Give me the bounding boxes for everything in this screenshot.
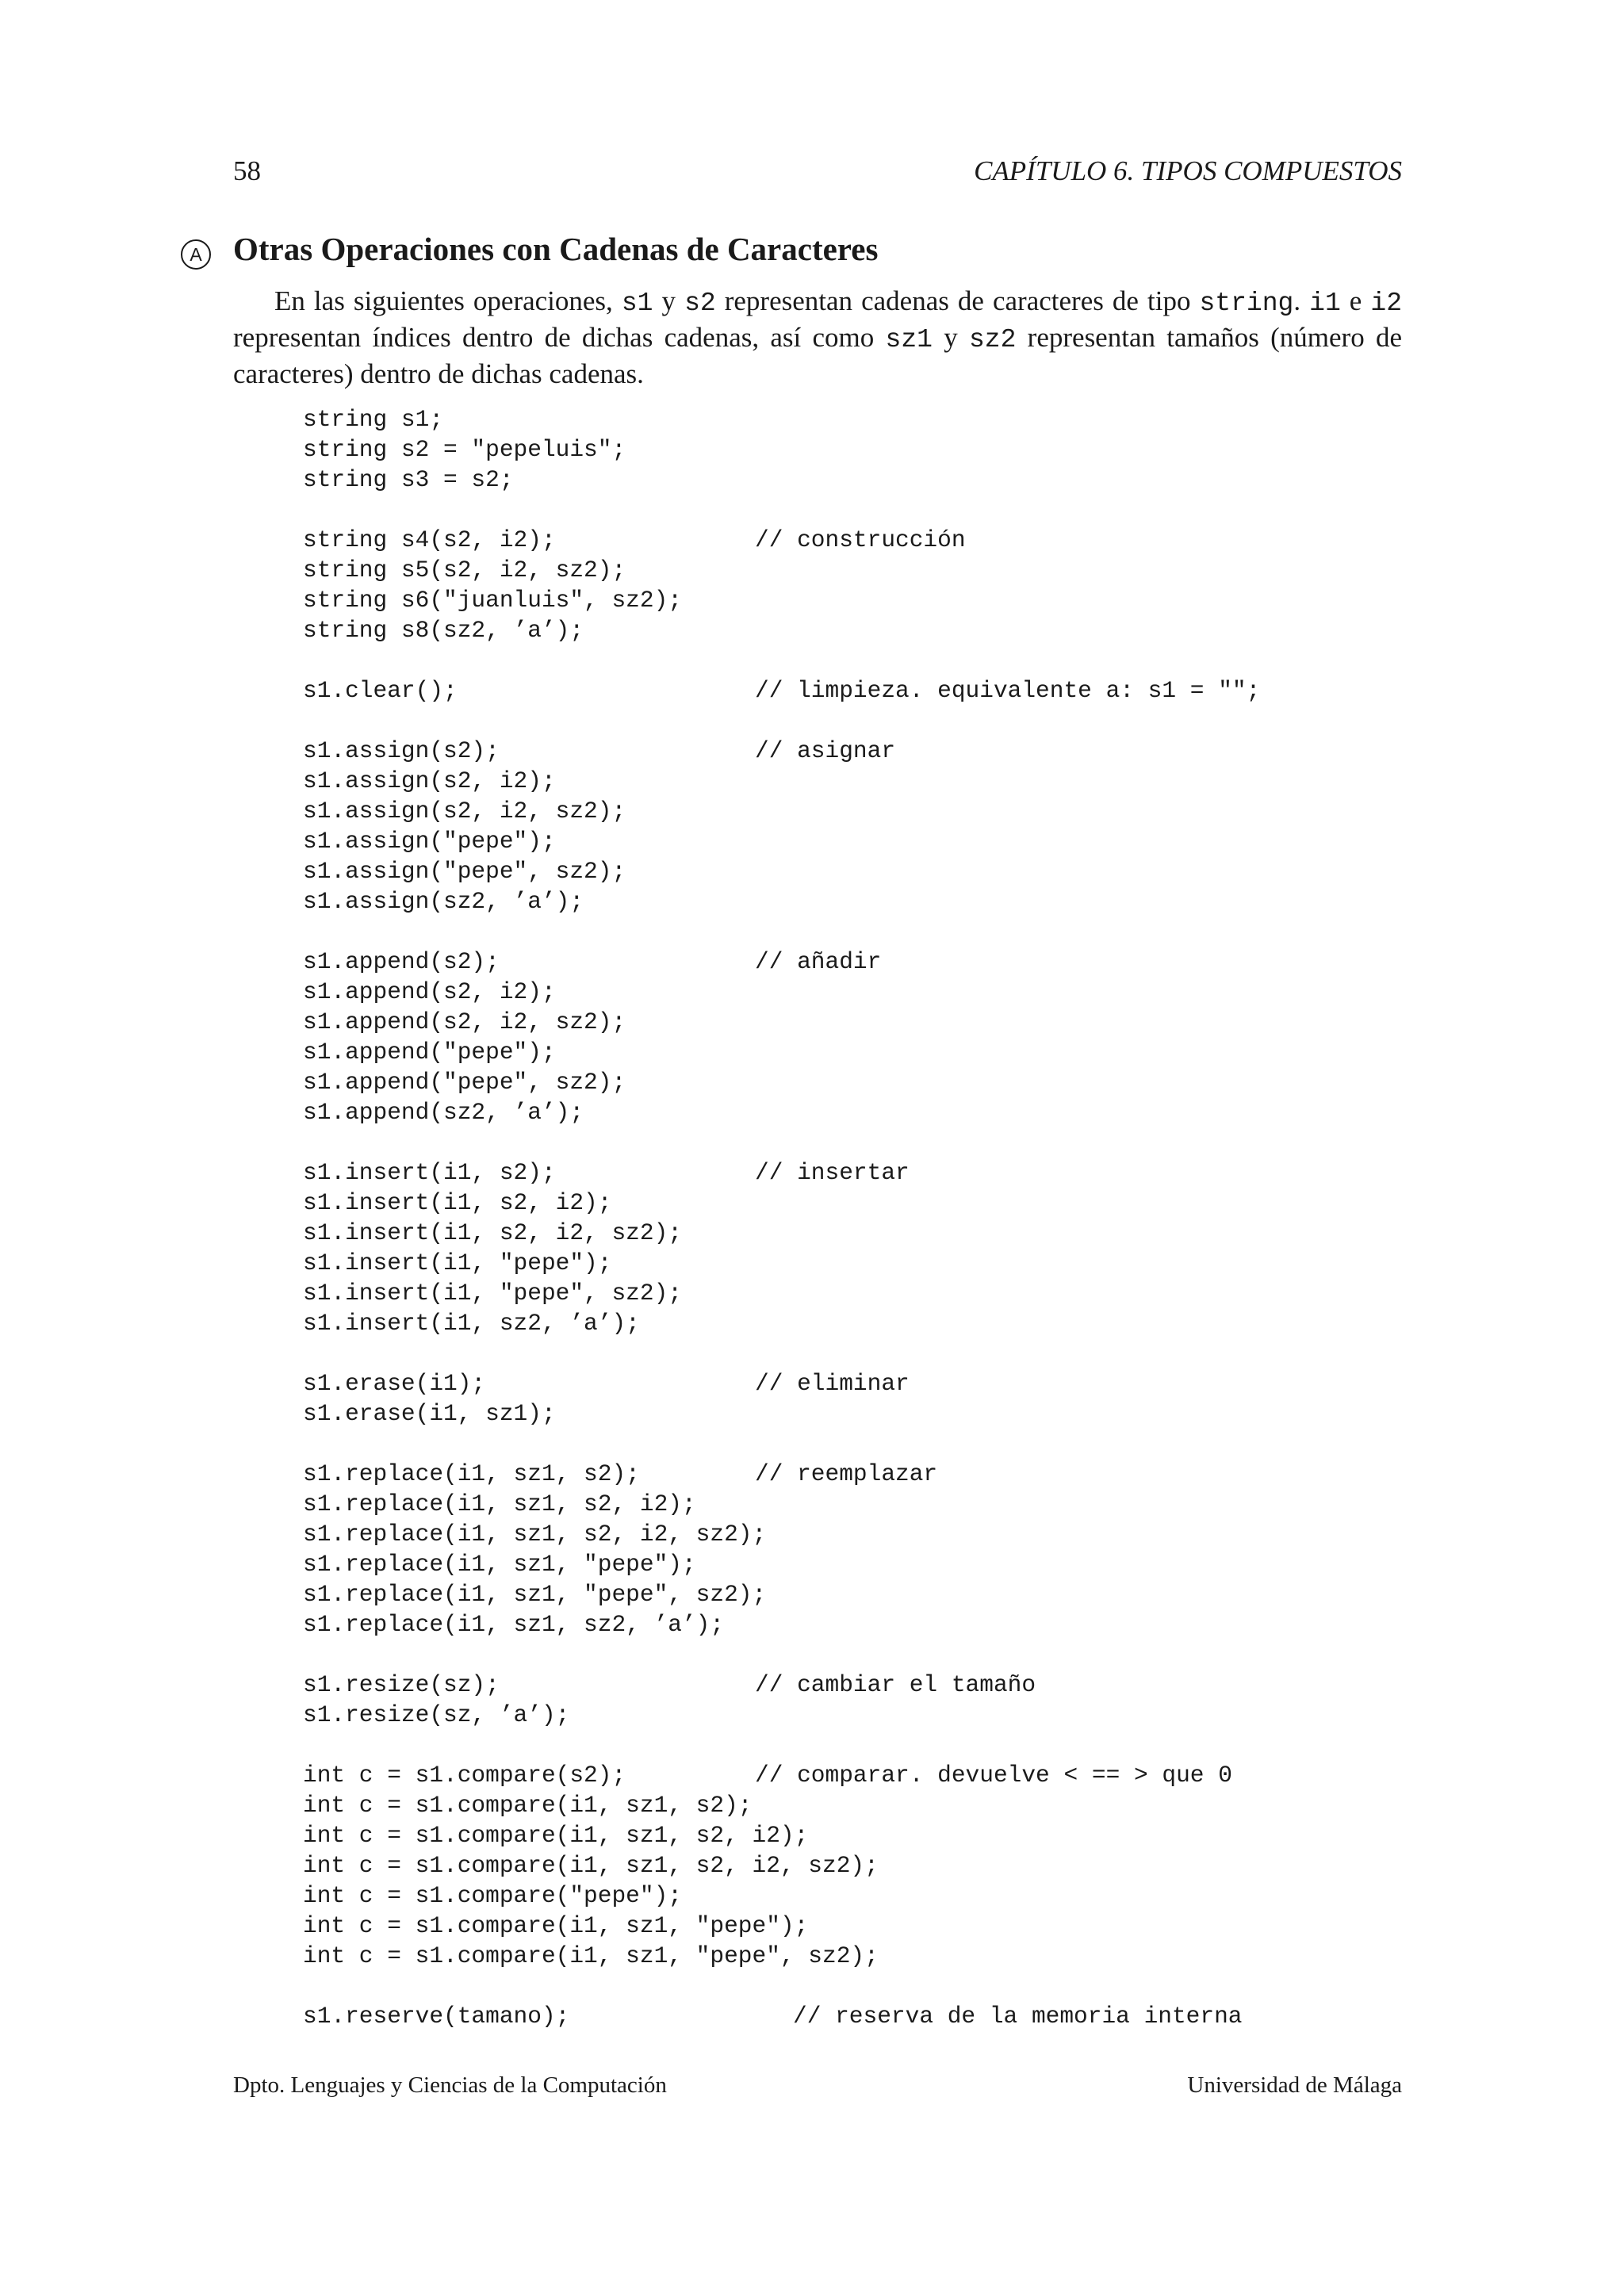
intro-text: y	[653, 285, 685, 316]
chapter-title: CAPÍTULO 6. TIPOS COMPUESTOS	[974, 155, 1402, 186]
code-statement: s1.replace(i1, sz1, s2, i2, sz2);	[303, 1521, 767, 1548]
code-statement: s1.append(s2, i2, sz2);	[303, 1008, 626, 1035]
code-line	[303, 585, 1334, 615]
code-statement: s1.resize(sz);	[303, 1671, 500, 1698]
code-statement: s1.assign(sz2, ’a’);	[303, 888, 584, 915]
section-heading	[181, 230, 1402, 277]
intro-text: .	[1293, 285, 1310, 316]
code-statement: s1.assign("pepe");	[303, 828, 556, 855]
code-line	[303, 1248, 1334, 1278]
code-line	[303, 1519, 1334, 1549]
code-comment: // insertar	[755, 1159, 910, 1186]
intro-code: string	[1199, 289, 1294, 318]
code-line	[303, 886, 1334, 916]
code-statement: s1.append(sz2, ’a’);	[303, 1099, 584, 1126]
code-line	[303, 1941, 1334, 1971]
intro-text: En las siguientes operaciones,	[274, 285, 622, 316]
code-blank-line	[303, 1730, 1334, 1760]
code-line	[303, 404, 1334, 434]
code-line	[303, 1218, 1334, 1248]
code-line	[303, 1459, 1334, 1489]
code-statement: string s2 = "pepeluis";	[303, 436, 626, 463]
code-statement: int c = s1.compare("pepe");	[303, 1882, 682, 1909]
code-statement: s1.insert(i1, s2, i2);	[303, 1189, 612, 1216]
code-statement: string s5(s2, i2, sz2);	[303, 557, 626, 584]
page-number: 58	[233, 155, 261, 186]
code-statement: int c = s1.compare(i1, sz1, "pepe");	[303, 1912, 809, 1939]
code-line	[303, 1278, 1334, 1308]
code-line	[303, 1188, 1334, 1218]
code-statement: int c = s1.compare(i1, sz1, s2, i2);	[303, 1822, 809, 1849]
code-line	[303, 1368, 1334, 1399]
code-line	[303, 1067, 1334, 1097]
code-statement: s1.erase(i1);	[303, 1370, 486, 1397]
code-comment: // añadir	[755, 948, 882, 975]
code-comment: // comparar. devuelve < == > que 0	[755, 1762, 1232, 1789]
code-blank-line	[303, 1971, 1334, 2001]
code-comment: // construcción	[755, 526, 966, 553]
intro-code: i1	[1309, 289, 1341, 318]
code-statement: s1.assign(s2, i2, sz2);	[303, 798, 626, 825]
code-comment: // eliminar	[755, 1370, 910, 1397]
code-line	[303, 434, 1334, 465]
code-statement: s1.erase(i1, sz1);	[303, 1400, 556, 1427]
code-blank-line	[303, 1640, 1334, 1670]
code-statement: s1.reserve(tamano);	[303, 2003, 570, 2030]
intro-text: y	[932, 322, 969, 353]
code-line	[303, 1820, 1334, 1850]
code-statement: s1.append("pepe", sz2);	[303, 1069, 626, 1096]
code-line	[303, 947, 1334, 977]
code-line	[303, 1790, 1334, 1820]
code-blank-line	[303, 916, 1334, 947]
code-statement: int c = s1.compare(i1, sz1, s2);	[303, 1792, 753, 1819]
code-line	[303, 796, 1334, 826]
code-line	[303, 856, 1334, 886]
intro-text: representan cadenas de caracteres de tipo	[715, 285, 1200, 316]
code-comment: // asignar	[755, 737, 896, 764]
code-statement: s1.replace(i1, sz1, "pepe");	[303, 1551, 696, 1578]
intro-code: sz1	[885, 325, 933, 354]
section-title: Otras Operaciones con Cadenas de Caracteres	[233, 231, 879, 267]
code-line	[303, 1850, 1334, 1881]
page-footer	[233, 2072, 1402, 2104]
intro-paragraph	[233, 284, 1402, 391]
intro-code: i2	[1370, 289, 1403, 318]
code-line	[303, 1158, 1334, 1188]
code-statement: int c = s1.compare(i1, sz1, "pepe", sz2);	[303, 1942, 879, 1969]
code-line	[303, 1489, 1334, 1519]
code-line	[303, 615, 1334, 645]
code-line	[303, 555, 1334, 585]
code-line	[303, 1549, 1334, 1579]
code-comment: // reemplazar	[755, 1460, 938, 1487]
code-statement: s1.assign("pepe", sz2);	[303, 858, 626, 885]
code-line	[303, 1308, 1334, 1338]
intro-text: representan tamaños (número de caracteres) dentro de dichas cadenas.	[233, 322, 1403, 389]
code-statement: s1.insert(i1, s2);	[303, 1159, 556, 1186]
code-statement: s1.insert(i1, s2, i2, sz2);	[303, 1219, 682, 1246]
code-line	[303, 1037, 1334, 1067]
code-statement: s1.append(s2, i2);	[303, 978, 556, 1005]
code-line	[303, 1700, 1334, 1730]
code-line	[303, 1097, 1334, 1127]
code-statement: string s3 = s2;	[303, 466, 514, 493]
code-line	[303, 1760, 1334, 1790]
code-line	[303, 1911, 1334, 1941]
footer-department: Dpto. Lenguajes y Ciencias de la Computación	[233, 2072, 667, 2098]
code-line	[303, 1670, 1334, 1700]
code-statement: s1.insert(i1, sz2, ’a’);	[303, 1310, 640, 1337]
code-line	[303, 1399, 1334, 1429]
code-statement: string s8(sz2, ’a’);	[303, 617, 584, 644]
intro-text: e	[1340, 285, 1371, 316]
code-statement: s1.append(s2);	[303, 948, 500, 975]
code-statement: s1.replace(i1, sz1, s2);	[303, 1460, 640, 1487]
code-line	[303, 977, 1334, 1007]
code-line	[303, 675, 1334, 706]
code-statement: string s1;	[303, 406, 444, 433]
advanced-marker-icon: A	[181, 239, 211, 270]
code-line	[303, 826, 1334, 856]
code-statement: int c = s1.compare(i1, sz1, s2, i2, sz2);	[303, 1852, 879, 1879]
code-line	[303, 1007, 1334, 1037]
code-statement: s1.insert(i1, "pepe", sz2);	[303, 1280, 682, 1307]
code-line	[303, 1579, 1334, 1609]
intro-code: s1	[621, 289, 653, 318]
code-blank-line	[303, 1338, 1334, 1368]
intro-text: representan índices dentro de dichas cadenas, así como	[233, 322, 886, 353]
code-blank-line	[303, 1127, 1334, 1158]
page-header	[233, 155, 1402, 195]
intro-code: sz2	[969, 325, 1017, 354]
code-statement: s1.resize(sz, ’a’);	[303, 1701, 570, 1728]
code-statement: s1.replace(i1, sz1, "pepe", sz2);	[303, 1581, 767, 1608]
code-statement: string s4(s2, i2);	[303, 526, 556, 553]
code-statement: s1.append("pepe");	[303, 1039, 556, 1066]
code-blank-line	[303, 1429, 1334, 1459]
code-statement: s1.replace(i1, sz1, s2, i2);	[303, 1490, 696, 1517]
code-comment: // reserva de la memoria interna	[793, 2003, 1243, 2030]
code-statement: s1.assign(s2, i2);	[303, 767, 556, 794]
code-line	[303, 1609, 1334, 1640]
code-comment: // limpieza. equivalente a: s1 = "";	[755, 677, 1261, 704]
code-line	[303, 1881, 1334, 1911]
code-statement: s1.replace(i1, sz1, sz2, ’a’);	[303, 1611, 725, 1638]
code-statement: s1.insert(i1, "pepe");	[303, 1249, 612, 1276]
code-statement: s1.assign(s2);	[303, 737, 500, 764]
code-line	[303, 465, 1334, 495]
code-blank-line	[303, 645, 1334, 675]
code-comment: // cambiar el tamaño	[755, 1671, 1036, 1698]
code-blank-line	[303, 495, 1334, 525]
footer-university: Universidad de Málaga	[1187, 2072, 1402, 2098]
code-blank-line	[303, 706, 1334, 736]
code-line	[303, 525, 1334, 555]
code-statement: s1.clear();	[303, 677, 458, 704]
code-statement: string s6("juanluis", sz2);	[303, 587, 682, 614]
code-listing	[303, 404, 1334, 2031]
intro-code: s2	[684, 289, 716, 318]
code-line	[303, 766, 1334, 796]
code-statement: int c = s1.compare(s2);	[303, 1762, 626, 1789]
code-line	[303, 2001, 1334, 2031]
code-line	[303, 736, 1334, 766]
